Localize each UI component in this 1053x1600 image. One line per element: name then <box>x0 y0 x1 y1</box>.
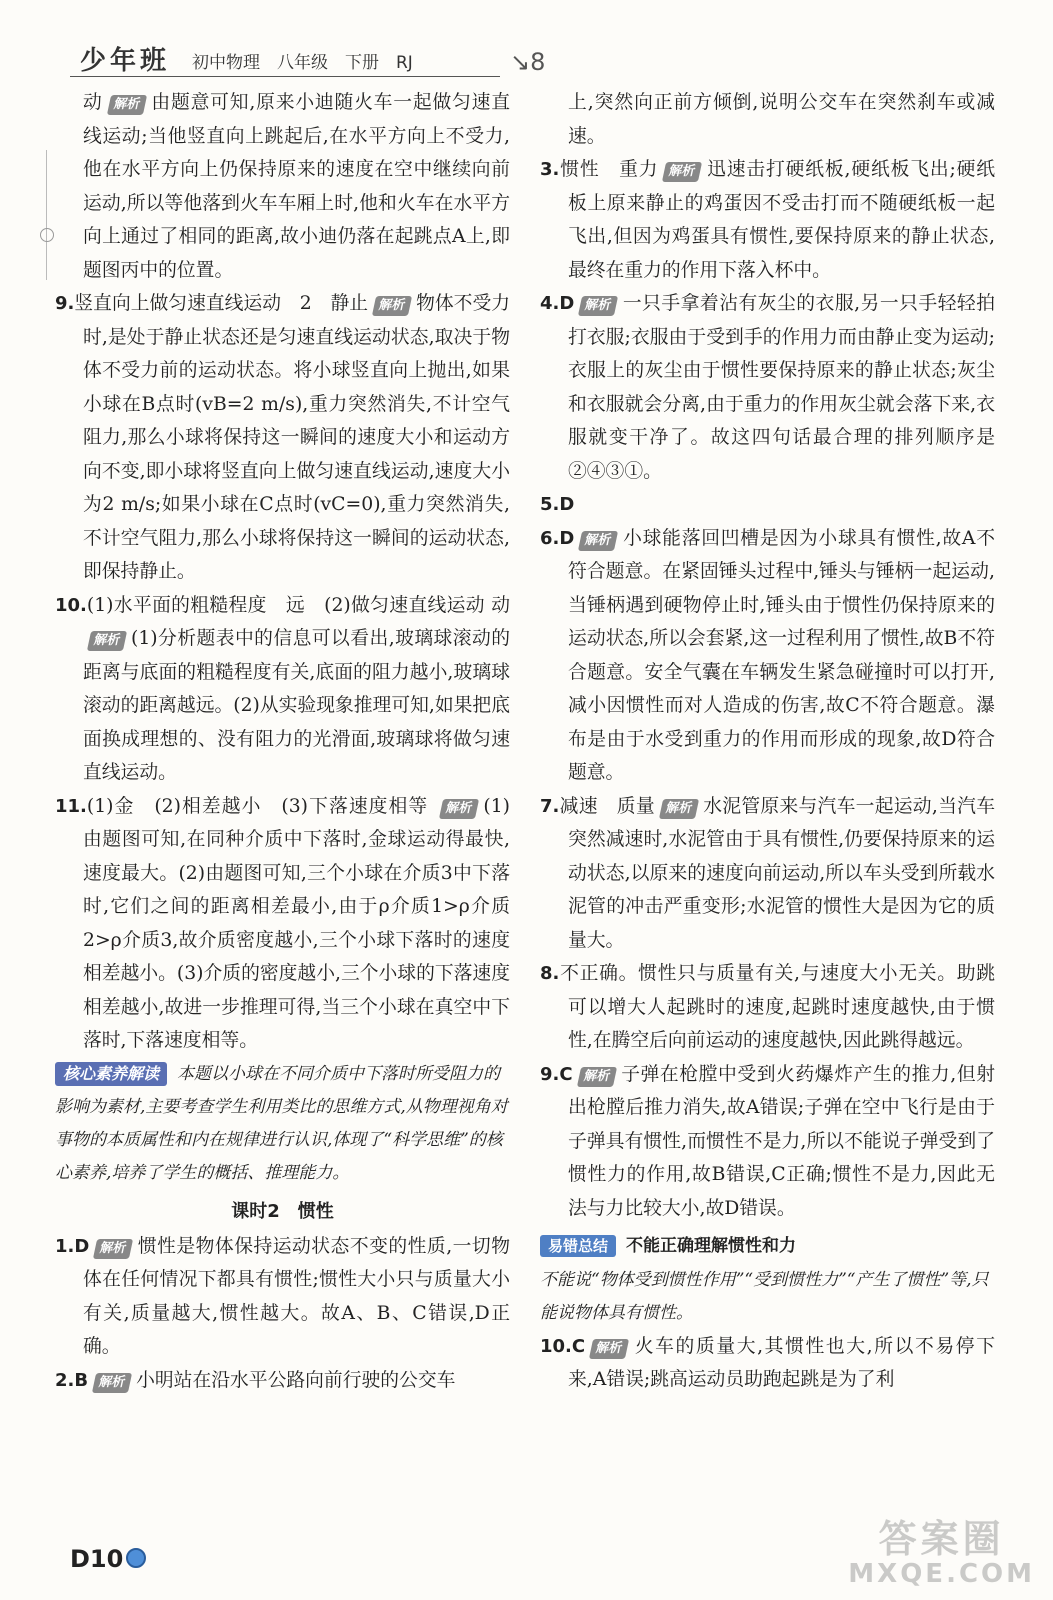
analysis-tag: 解析 <box>578 531 618 551</box>
margin-ring-icon <box>40 228 54 242</box>
core-literacy-note: 核心素养解读 本题以小球在不同介质中下落时所受阻力的影响为素材,主要考查学生利用类比的思维方式,从物理视角对事物的本质属性和内在规律进行认识,体现了“科学思维”的核心素养,培养了学生的概括、推理能力。 <box>55 1063 508 1183</box>
answer-item-2: 2.B 解析 小明站在沿水平公路向前行驶的公交车 <box>55 1369 456 1391</box>
answer-item-6: 6.D 解析 小球能落回凹槽是因为小球具有惯性,故A不符合题意。在紧固锤头过程中,锤头与锤柄一起运动,当锤柄遇到硬物停止时,锤头由于惯性仍保持原来的运动状态,所以会套紧,这一过程利用了惯性,故B不符合题意。安全气囊在车辆发生紧急碰撞时可以打开,减小因惯性而对人造成的伤害,故C不符合题意。瀑布是由于水受到重力的作用而形成的现象,故D符合题意。 <box>540 527 995 783</box>
answer-item-1: 1.D 解析 惯性是物体保持运动状态不变的性质,一切物体在任何情况下都具有惯性;惯性大小只与质量大小有关,质量越大,惯性越大。故A、B、C错误,D正确。 <box>55 1235 510 1357</box>
answer-continuation: 动 解析 由题意可知,原来小迪随火车一起做匀速直线运动;当他竖直向上跳起后,在水平方向上不受力,他在水平方向上仍保持原来的速度在空中继续向前运动,所以等他落到火车车厢上时,他和火车在水平方向上通过了相同的距离,故小迪仍落在起跳点A上,即题图丙中的位置。 <box>83 92 510 281</box>
analysis-tag: 解析 <box>93 1239 133 1259</box>
answer-item-11: 11.(1)金 (2)相差越小 (3)下落速度相等 解析 (1)由题图可知,在同种介质中下落时,金球运动得最快,速度最大。(2)由题图可知,三个小球在介质3中下落时,它们之间的距离相差最小,由于ρ介质1>ρ介质2>ρ介质3,故介质密度越小,三个小球下落时的速度相差越小。(3)介质的密度越小,三个小球的下落速度相差越小,故进一步推理可得,当三个小球在真空中下落时,下落速度相等。 <box>55 795 510 1051</box>
page-number: D10 <box>70 1545 124 1573</box>
error-summary-label: 易错总结 <box>540 1235 616 1257</box>
analysis-tag: 解析 <box>439 799 479 819</box>
page-dot-icon <box>126 1548 146 1568</box>
decorative-mark-icon: ↘8 <box>510 48 546 76</box>
analysis-tag: 解析 <box>589 1339 629 1359</box>
error-summary-title: 不能正确理解惯性和力 <box>626 1236 797 1256</box>
margin-line <box>46 150 47 280</box>
error-summary-header <box>540 1229 995 1264</box>
analysis-tag: 解析 <box>662 162 702 182</box>
answer-item-8: 8.不正确。惯性只与质量有关,与速度大小无关。助跳可以增大人起跳时的速度,起跳时速度越快,由于惯性,在腾空后向前运动的速度越快,因此跳得越远。 <box>540 963 995 1051</box>
left-column <box>55 86 510 1397</box>
answer-item-10: 10.(1)水平面的粗糙程度 远 (2)做匀速直线运动 动解析 (1)分析题表中的信息可以看出,玻璃球滚动的距离与底面的粗糙程度有关,底面的阻力越小,玻璃球滚动的距离越远。(2)从实验现象推理可知,如果把底面换成理想的、没有阻力的光滑面,玻璃球将做匀速直线运动。 <box>55 594 510 783</box>
watermark-logo: 答案圈 <box>878 1517 1005 1561</box>
error-summary-body: 不能说“物体受到惯性作用”“受到惯性力”“产生了惯性”等,只能说物体具有惯性。 <box>540 1269 989 1323</box>
analysis-tag: 解析 <box>87 631 127 651</box>
answer-item-3: 3.惯性 重力 解析 迅速击打硬纸板,硬纸板飞出;硬纸板上原来静止的鸡蛋因不受击打而不随硬纸板一起飞出,但因为鸡蛋具有惯性,要保持原来的静止状态,最终在重力的作用下落入杯中。 <box>540 159 996 281</box>
analysis-tag: 解析 <box>659 799 699 819</box>
subject-line: 初中物理 八年级 下册 RJ <box>192 53 413 73</box>
answer-item-10: 10.C 解析 火车的质量大,其惯性也大,所以不易停下来,A错误;跳高运动员助跑起跳是为了利 <box>540 1335 995 1390</box>
analysis-tag: 解析 <box>578 296 618 316</box>
brand-logo: 少年班 <box>80 46 171 76</box>
page-header <box>70 40 550 80</box>
watermark-url: MXQE.COM <box>848 1559 1035 1589</box>
header-rule <box>70 76 500 77</box>
analysis-tag: 解析 <box>92 1373 132 1393</box>
answer-item-5: 5.D <box>540 494 575 515</box>
analysis-tag: 解析 <box>372 296 412 316</box>
watermark <box>848 1518 1035 1588</box>
answer-item-4: 4.D 解析 一只手拿着沾有灰尘的衣服,另一只手轻轻拍打衣服;衣服由于受到手的作用力而由静止变为运动;衣服上的灰尘由于惯性要保持原来的静止状态;灰尘和衣服就会分离,由于重力的作用灰尘就会落下来,衣服就变干净了。故这四句话最合理的排列顺序是②④③①。 <box>540 293 995 482</box>
right-column <box>540 86 995 1397</box>
answer-item-9: 9.竖直向上做匀速直线运动 2 静止 解析 物体不受力时,是处于静止状态还是匀速直线运动状态,取决于物体不受力前的运动状态。将小球竖直向上抛出,如果小球在B点时(vB=2 m/s),重力突然消失,不计空气阻力,那么小球将保持这一瞬间的速度大小和运动方向不变,即小球将竖直向上做匀速直线运动,速度大小为2 m/s;如果小球在C点时(vC=0),重力突然消失,不计空气阻力,那么小球将保持这一瞬间的运动状态,即保持静止。 <box>55 293 511 582</box>
section-title: 课时2 惯性 <box>231 1200 334 1222</box>
answer-item-7: 7.减速 质量 解析 水泥管原来与汽车一起运动,当汽车突然减速时,水泥管由于具有惯性,仍要保持原来的运动状态,以原来的速度向前运动,所以车头受到所载水泥管的冲击严重变形;水泥管的惯性大是因为它的质量大。 <box>540 795 995 951</box>
analysis-tag: 解析 <box>576 1067 616 1087</box>
analysis-tag: 解析 <box>106 95 146 115</box>
answer-item-9: 9.C 解析 子弹在枪膛中受到火药爆炸产生的推力,但射出枪膛后推力消失,故A错误;子弹在空中飞行是由于子弹具有惯性,而惯性不是力,所以不能说子弹受到了惯性力的作用,故B错误,C正确;惯性不是力,因此无法与力比较大小,故D错误。 <box>540 1063 995 1219</box>
answer-continuation: 上,突然向正前方倾倒,说明公交车在突然刹车或减速。 <box>568 92 995 147</box>
core-literacy-label: 核心素养解读 <box>55 1062 167 1086</box>
